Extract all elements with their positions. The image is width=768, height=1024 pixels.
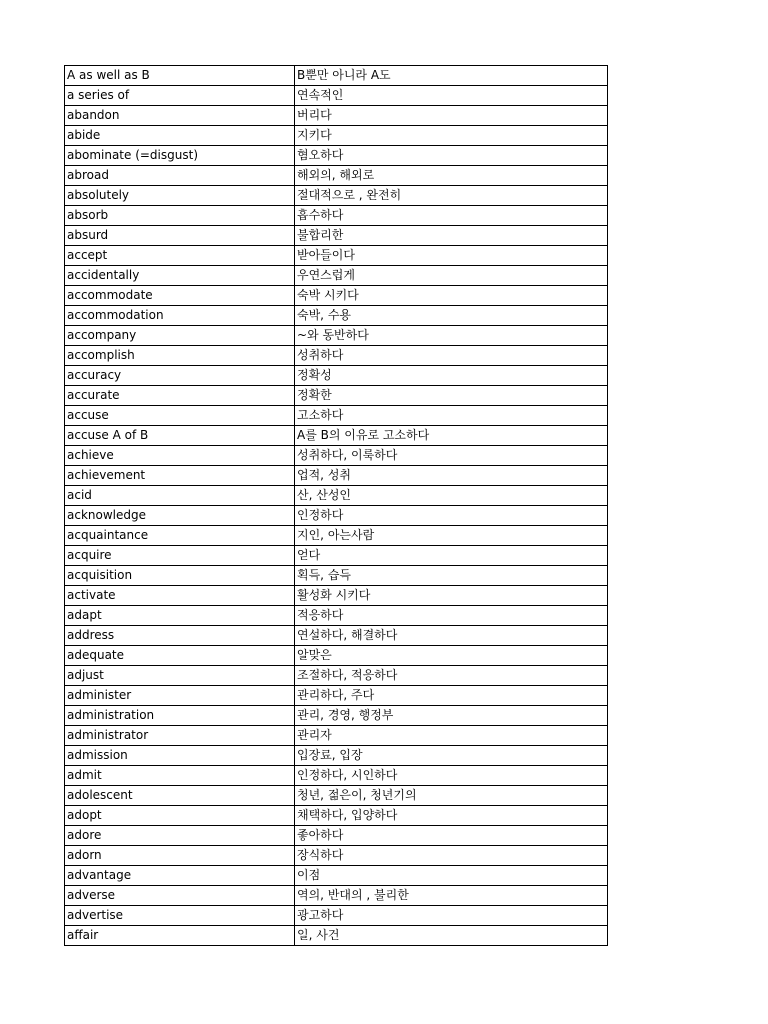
table-row	[65, 406, 608, 426]
korean-meaning-cell: 인정하다	[295, 506, 608, 526]
korean-meaning-cell: 역의, 반대의 , 불리한	[295, 886, 608, 906]
table-row	[65, 326, 608, 346]
korean-meaning-cell: 성취하다, 이룩하다	[295, 446, 608, 466]
table-row	[65, 926, 608, 946]
english-term-cell: advertise	[65, 906, 295, 926]
table-row	[65, 506, 608, 526]
korean-meaning-cell: 해외의, 해외로	[295, 166, 608, 186]
korean-meaning-cell: 업적, 성취	[295, 466, 608, 486]
english-term-cell: adopt	[65, 806, 295, 826]
korean-meaning-cell: 활성화 시키다	[295, 586, 608, 606]
table-row	[65, 786, 608, 806]
korean-meaning-cell: B뿐만 아니라 A도	[295, 66, 608, 86]
english-term-cell: administer	[65, 686, 295, 706]
korean-meaning-cell: 고소하다	[295, 406, 608, 426]
english-term-cell: adore	[65, 826, 295, 846]
english-term-cell: accuracy	[65, 366, 295, 386]
korean-meaning-cell: 성취하다	[295, 346, 608, 366]
english-term-cell: acknowledge	[65, 506, 295, 526]
english-term-cell: admit	[65, 766, 295, 786]
english-term-cell: absolutely	[65, 186, 295, 206]
english-term-cell: advantage	[65, 866, 295, 886]
table-row	[65, 266, 608, 286]
table-row	[65, 806, 608, 826]
table-row	[65, 386, 608, 406]
table-row	[65, 206, 608, 226]
english-term-cell: absorb	[65, 206, 295, 226]
table-row	[65, 586, 608, 606]
table-row	[65, 66, 608, 86]
table-row	[65, 606, 608, 626]
korean-meaning-cell: 우연스럽게	[295, 266, 608, 286]
table-row	[65, 146, 608, 166]
english-term-cell: activate	[65, 586, 295, 606]
table-row	[65, 766, 608, 786]
korean-meaning-cell: 입장료, 입장	[295, 746, 608, 766]
vocabulary-table	[64, 65, 608, 946]
english-term-cell: accidentally	[65, 266, 295, 286]
korean-meaning-cell: 청년, 젊은이, 청년기의	[295, 786, 608, 806]
english-term-cell: abroad	[65, 166, 295, 186]
table-row	[65, 246, 608, 266]
english-term-cell: adverse	[65, 886, 295, 906]
english-term-cell: adolescent	[65, 786, 295, 806]
table-row	[65, 846, 608, 866]
english-term-cell: accomplish	[65, 346, 295, 366]
english-term-cell: address	[65, 626, 295, 646]
english-term-cell: acquaintance	[65, 526, 295, 546]
english-term-cell: abide	[65, 126, 295, 146]
korean-meaning-cell: 관리, 경영, 행정부	[295, 706, 608, 726]
english-term-cell: admission	[65, 746, 295, 766]
korean-meaning-cell: 얻다	[295, 546, 608, 566]
english-term-cell: abandon	[65, 106, 295, 126]
english-term-cell: acquisition	[65, 566, 295, 586]
table-row	[65, 486, 608, 506]
korean-meaning-cell: 절대적으로 , 완전히	[295, 186, 608, 206]
korean-meaning-cell: 연설하다, 해결하다	[295, 626, 608, 646]
korean-meaning-cell: 관리하다, 주다	[295, 686, 608, 706]
korean-meaning-cell: 인정하다, 시인하다	[295, 766, 608, 786]
table-row	[65, 746, 608, 766]
vocabulary-table-body	[65, 66, 608, 946]
korean-meaning-cell: 흡수하다	[295, 206, 608, 226]
table-row	[65, 286, 608, 306]
english-term-cell: affair	[65, 926, 295, 946]
korean-meaning-cell: 혐오하다	[295, 146, 608, 166]
table-row	[65, 226, 608, 246]
table-row	[65, 726, 608, 746]
korean-meaning-cell: 이점	[295, 866, 608, 886]
english-term-cell: accommodate	[65, 286, 295, 306]
english-term-cell: accommodation	[65, 306, 295, 326]
korean-meaning-cell: 숙박 시키다	[295, 286, 608, 306]
english-term-cell: adjust	[65, 666, 295, 686]
korean-meaning-cell: 채택하다, 입양하다	[295, 806, 608, 826]
english-term-cell: accurate	[65, 386, 295, 406]
korean-meaning-cell: 일, 사건	[295, 926, 608, 946]
korean-meaning-cell: 알맞은	[295, 646, 608, 666]
korean-meaning-cell: A를 B의 이유로 고소하다	[295, 426, 608, 446]
table-row	[65, 646, 608, 666]
table-row	[65, 426, 608, 446]
table-row	[65, 866, 608, 886]
table-row	[65, 686, 608, 706]
english-term-cell: A as well as B	[65, 66, 295, 86]
korean-meaning-cell: 획득, 습득	[295, 566, 608, 586]
english-term-cell: adequate	[65, 646, 295, 666]
english-term-cell: accuse	[65, 406, 295, 426]
korean-meaning-cell: 연속적인	[295, 86, 608, 106]
table-row	[65, 886, 608, 906]
english-term-cell: accompany	[65, 326, 295, 346]
table-row	[65, 366, 608, 386]
korean-meaning-cell: 산, 산성인	[295, 486, 608, 506]
korean-meaning-cell: 광고하다	[295, 906, 608, 926]
english-term-cell: adapt	[65, 606, 295, 626]
english-term-cell: accuse A of B	[65, 426, 295, 446]
korean-meaning-cell: 장식하다	[295, 846, 608, 866]
table-row	[65, 466, 608, 486]
english-term-cell: adorn	[65, 846, 295, 866]
english-term-cell: accept	[65, 246, 295, 266]
table-row	[65, 306, 608, 326]
korean-meaning-cell: 지인, 아는사람	[295, 526, 608, 546]
english-term-cell: a series of	[65, 86, 295, 106]
table-row	[65, 906, 608, 926]
korean-meaning-cell: 지키다	[295, 126, 608, 146]
table-row	[65, 86, 608, 106]
korean-meaning-cell: 받아들이다	[295, 246, 608, 266]
table-row	[65, 626, 608, 646]
korean-meaning-cell: 버리다	[295, 106, 608, 126]
english-term-cell: abominate (=disgust)	[65, 146, 295, 166]
table-row	[65, 666, 608, 686]
english-term-cell: administrator	[65, 726, 295, 746]
english-term-cell: administration	[65, 706, 295, 726]
korean-meaning-cell: 불합리한	[295, 226, 608, 246]
english-term-cell: acid	[65, 486, 295, 506]
korean-meaning-cell: 좋아하다	[295, 826, 608, 846]
english-term-cell: absurd	[65, 226, 295, 246]
table-row	[65, 826, 608, 846]
table-row	[65, 126, 608, 146]
korean-meaning-cell: 관리자	[295, 726, 608, 746]
table-row	[65, 566, 608, 586]
korean-meaning-cell: 적응하다	[295, 606, 608, 626]
table-row	[65, 706, 608, 726]
english-term-cell: achieve	[65, 446, 295, 466]
korean-meaning-cell: ~와 동반하다	[295, 326, 608, 346]
table-row	[65, 446, 608, 466]
english-term-cell: acquire	[65, 546, 295, 566]
table-row	[65, 186, 608, 206]
table-row	[65, 546, 608, 566]
korean-meaning-cell: 조절하다, 적응하다	[295, 666, 608, 686]
english-term-cell: achievement	[65, 466, 295, 486]
korean-meaning-cell: 정확한	[295, 386, 608, 406]
table-row	[65, 106, 608, 126]
table-row	[65, 166, 608, 186]
korean-meaning-cell: 숙박, 수용	[295, 306, 608, 326]
table-row	[65, 346, 608, 366]
table-row	[65, 526, 608, 546]
korean-meaning-cell: 정확성	[295, 366, 608, 386]
